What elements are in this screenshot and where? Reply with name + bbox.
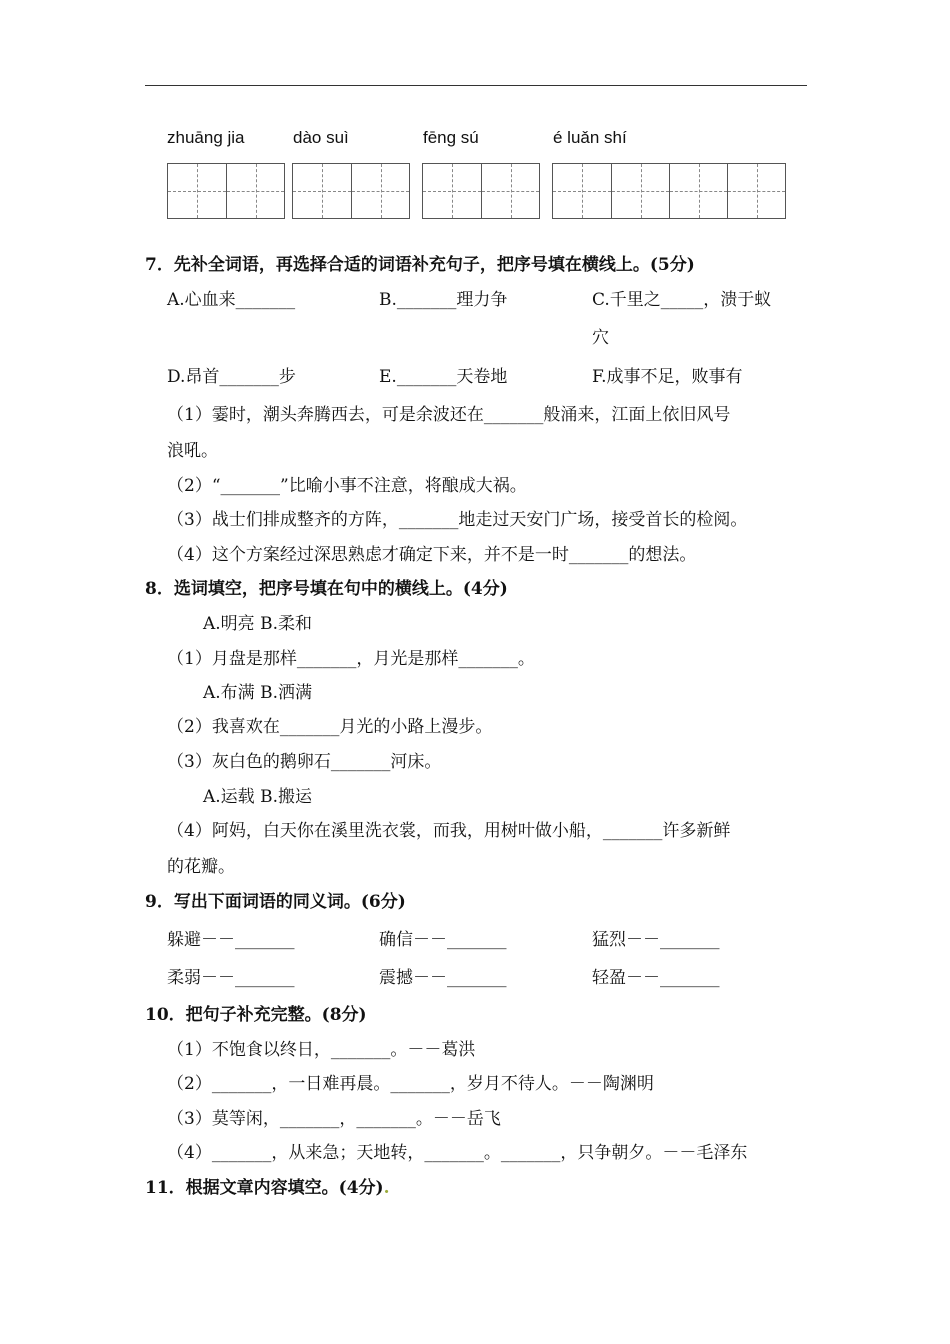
grid-cell[interactable] [727,164,785,218]
question-9-title: 9．写出下面词语的同义词。(6分) [145,892,406,912]
q8-choices: A.明亮 B.柔和 [203,614,312,634]
writing-grid[interactable] [167,163,285,219]
grid-cell[interactable] [481,164,539,218]
grid-cell[interactable] [226,164,284,218]
q7-option-f: F.成事不足，败事有 [592,367,743,387]
q7-item: （1）霎时，潮头奔腾西去，可是余波还在_______般涌来，江面上依旧风号 [167,405,731,425]
q7-option-d: D.昂首_______步 [167,367,296,387]
green-dot: . [383,1178,390,1198]
q8-choices: A.运载 B.搬运 [203,787,312,807]
q8-choices: A.布满 B.洒满 [203,683,312,703]
q8-item: （2）我喜欢在_______月光的小路上漫步。 [167,717,493,737]
question-7-title: 7．先补全词语，再选择合适的词语补充句子，把序号填在横线上。(5分) [145,255,695,275]
q7-option-c-wrap: 穴 [592,328,609,348]
grid-cell[interactable] [351,164,409,218]
q10-item: （3）莫等闲，_______，_______。－－岳飞 [167,1109,501,1129]
question-11-title-text: 11．根据文章内容填空。(4分) [145,1178,384,1198]
q9-word: 柔弱－－_______ [167,968,295,988]
writing-grid[interactable] [422,163,540,219]
pinyin-label: dào suì [293,128,349,147]
grid-cell[interactable] [423,164,481,218]
q7-item: 浪吼。 [167,441,218,461]
grid-cell[interactable] [611,164,669,218]
q9-word: 躲避－－_______ [167,930,295,950]
pinyin-label: fēng sú [423,128,479,147]
writing-grid[interactable] [292,163,410,219]
q8-item: （1）月盘是那样_______，月光是那样_______。 [167,649,535,669]
q8-item: 的花瓣。 [167,857,235,877]
question-10-title: 10．把句子补充完整。(8分) [145,1005,367,1025]
grid-cell[interactable] [293,164,351,218]
question-8-title: 8．选词填空，把序号填在句中的横线上。(4分) [145,579,508,599]
q10-item: （4）_______，从来急；天地转，_______。_______，只争朝夕。－－毛泽东 [167,1143,748,1163]
writing-grid[interactable] [552,163,786,219]
q9-word: 震撼－－_______ [379,968,507,988]
q8-item: （4）阿妈，白天你在溪里洗衣裳，而我，用树叶做小船，_______许多新鲜 [167,821,731,841]
pinyin-label: é luǎn shí [553,128,627,147]
q8-item: （3）灰白色的鹅卵石_______河床。 [167,752,442,772]
q7-item: （4）这个方案经过深思熟虑才确定下来，并不是一时_______的想法。 [167,545,697,565]
q7-item: （2）“_______”比喻小事不注意，将酿成大祸。 [167,476,527,496]
pinyin-label: zhuāng jia [167,128,245,147]
grid-cell[interactable] [168,164,226,218]
q9-word: 猛烈－－_______ [592,930,720,950]
grid-cell[interactable] [553,164,611,218]
q9-word: 轻盈－－_______ [592,968,720,988]
q7-option-a: A.心血来_______ [167,290,296,310]
q7-option-e: E._______天卷地 [379,367,508,387]
q7-option-b: B._______理力争 [379,290,508,310]
question-11-title [145,1178,390,1198]
top-rule [145,85,807,86]
q10-item: （2）_______，一日难再晨。_______，岁月不待人。－－陶渊明 [167,1074,654,1094]
q7-option-c: C.千里之_____，溃于蚁 [592,290,772,310]
q10-item: （1）不饱食以终日，_______。－－葛洪 [167,1040,476,1060]
q9-word: 确信－－_______ [379,930,507,950]
grid-cell[interactable] [669,164,727,218]
q7-item: （3）战士们排成整齐的方阵，_______地走过天安门广场，接受首长的检阅。 [167,510,748,530]
